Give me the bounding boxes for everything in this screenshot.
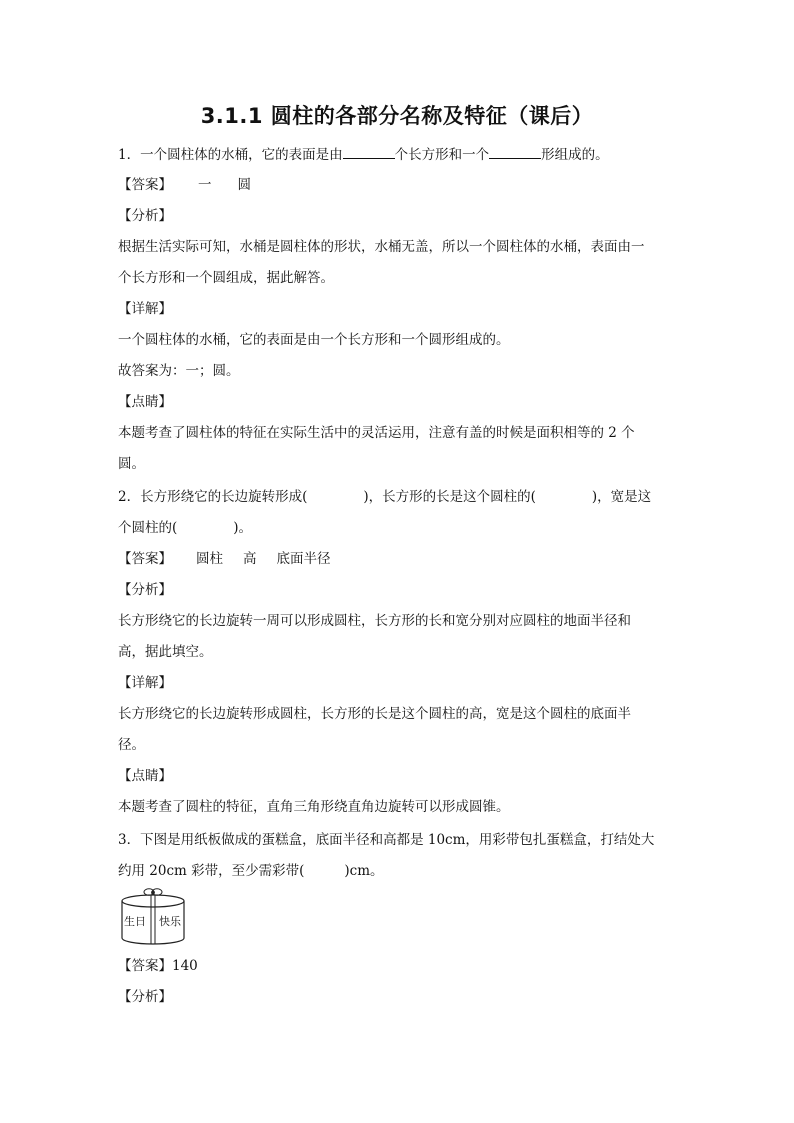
question-1-text xyxy=(118,144,609,165)
comment-label: 【点睛】 xyxy=(118,768,172,784)
box-bottom-arc xyxy=(122,938,184,944)
question-3-line-2 xyxy=(118,861,384,881)
q2-answer-3: 底面半径 xyxy=(276,551,331,567)
answer-label: 【答案】 xyxy=(118,958,172,974)
q3-text-a: 约用 20cm 彩带，至少需彩带( xyxy=(118,863,305,879)
comment-label: 【点睛】 xyxy=(118,394,172,410)
q1-analysis-line-1: 根据生活实际可知，水桶是圆柱体的形状，水桶无盖，所以一个圆柱体的水桶，表面由一 xyxy=(118,239,645,255)
q2-answer-2: 高 xyxy=(243,551,257,567)
page-title: 3.1.1 圆柱的各部分名称及特征（课后） xyxy=(200,104,594,128)
q1-blank-1 xyxy=(343,144,395,159)
q2-comment-line-1: 本题考查了圆柱的特征，直角三角形绕直角边旋转可以形成圆锥。 xyxy=(118,799,510,815)
q2-text-e: )。 xyxy=(233,520,253,536)
figure-text-left: 生日 xyxy=(124,915,146,928)
q3-text-b: )cm。 xyxy=(344,863,384,879)
q1-prefix: 1．一个圆柱体的水桶，它的表面是由 xyxy=(118,147,343,163)
q1-comment-line-1: 本题考查了圆柱体的特征在实际生活中的灵活运用，注意有盖的时候是面积相等的 2 个 xyxy=(118,425,635,441)
detail-label: 【详解】 xyxy=(118,675,172,691)
question-2-line-2 xyxy=(118,518,252,538)
q2-text-b: )，长方形的长是这个圆柱的( xyxy=(363,489,536,505)
q1-comment-line-2: 圆。 xyxy=(118,456,145,472)
q1-mid: 个长方形和一个 xyxy=(394,147,490,163)
ribbon-bow-icon xyxy=(144,889,162,895)
q2-text-a: 2．长方形绕它的长边旋转形成( xyxy=(118,489,308,505)
q3-answer-line xyxy=(118,956,198,976)
question-2-line-1 xyxy=(118,487,651,507)
cake-box-figure xyxy=(118,886,188,948)
figure-text-right: 快乐 xyxy=(159,915,181,928)
q1-answer-line xyxy=(118,175,251,195)
analysis-label: 【分析】 xyxy=(118,582,172,598)
question-3-line-1: 3．下图是用纸板做成的蛋糕盒，底面半径和高都是 10cm，用彩带包扎蛋糕盒，打结处大 xyxy=(118,832,655,848)
q1-blank-2 xyxy=(489,144,541,159)
analysis-label: 【分析】 xyxy=(118,208,172,224)
q1-suffix: 形组成的。 xyxy=(541,147,609,163)
q1-analysis-line-2: 个长方形和一个圆组成，据此解答。 xyxy=(118,270,334,286)
answer-label: 【答案】 xyxy=(118,177,172,193)
answer-label: 【答案】 xyxy=(118,551,172,567)
q2-text-c: )，宽是这 xyxy=(591,489,652,505)
q2-answer-line xyxy=(118,549,331,569)
q2-analysis-line-2: 高，据此填空。 xyxy=(118,644,213,660)
q2-answer-1: 圆柱 xyxy=(196,551,223,567)
analysis-label: 【分析】 xyxy=(118,989,172,1005)
box-top-ellipse xyxy=(122,895,184,907)
q2-detail-line-1: 长方形绕它的长边旋转形成圆柱，长方形的长是这个圆柱的高，宽是这个圆柱的底面半 xyxy=(118,706,631,722)
q2-analysis-line-1: 长方形绕它的长边旋转一周可以形成圆柱，长方形的长和宽分别对应圆柱的地面半径和 xyxy=(118,613,631,629)
q1-detail-line-2: 故答案为：一；圆。 xyxy=(118,363,240,379)
q1-answer-2: 圆 xyxy=(237,177,251,193)
q2-text-d: 个圆柱的( xyxy=(118,520,178,536)
q1-detail-line-1: 一个圆柱体的水桶，它的表面是由一个长方形和一个圆形组成的。 xyxy=(118,332,510,348)
q1-answer-1: 一 xyxy=(198,177,212,193)
q2-detail-line-2: 径。 xyxy=(118,737,145,753)
q3-answer: 140 xyxy=(172,958,198,974)
detail-label: 【详解】 xyxy=(118,301,172,317)
